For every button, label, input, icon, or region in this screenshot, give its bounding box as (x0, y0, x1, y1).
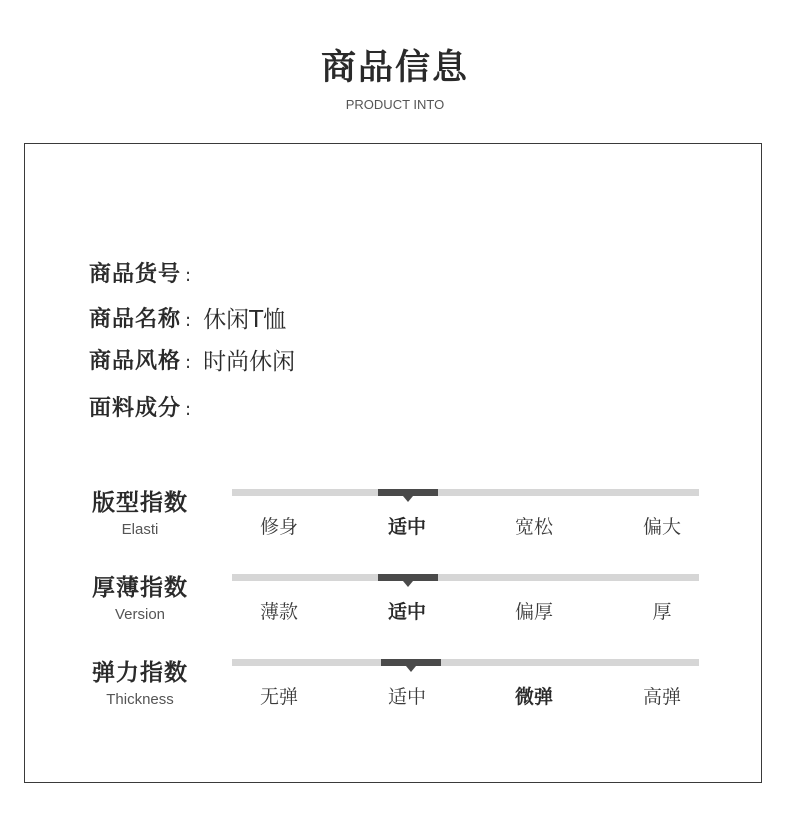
page-header (0, 0, 790, 130)
index-subtitle-thickness: Version (114, 606, 166, 623)
elasticity-option: 无弹 (259, 686, 298, 708)
info-row-item-number (89, 256, 203, 288)
elasticity-option: 适中 (387, 686, 426, 708)
info-value: 休闲T恤 (203, 306, 287, 333)
thickness-option-selected: 适中 (387, 601, 426, 623)
elasticity-option-selected: 微弹 (514, 686, 553, 708)
elasticity-index-marker (381, 659, 441, 666)
thickness-index-track (232, 574, 699, 581)
fit-option: 修身 (259, 516, 298, 538)
fit-index-track (232, 489, 699, 496)
index-subtitle-elasticity: Thickness (106, 691, 174, 708)
page-subtitle: PRODUCT INTO (345, 97, 445, 112)
fit-index-marker (378, 489, 438, 496)
thickness-option: 厚 (652, 601, 672, 623)
info-label: 商品风格 (89, 348, 182, 374)
info-colon: : (185, 309, 192, 331)
fit-option: 偏大 (642, 516, 681, 538)
info-row-fabric (89, 390, 203, 422)
info-value: 时尚休闲 (203, 348, 296, 375)
info-colon: : (185, 398, 192, 420)
elasticity-index-track (232, 659, 699, 666)
thickness-option: 薄款 (259, 601, 298, 623)
page-title: 商品信息 (320, 48, 469, 88)
info-label: 商品货号 (89, 261, 182, 287)
index-subtitle-fit: Elasti (121, 521, 159, 538)
index-title-elasticity: 弹力指数 (92, 660, 188, 686)
info-row-product-name (89, 301, 286, 333)
fit-option: 宽松 (514, 516, 553, 538)
info-label: 面料成分 (89, 395, 182, 421)
info-colon: : (185, 351, 192, 373)
elasticity-option: 高弹 (642, 686, 681, 708)
index-title-fit: 版型指数 (92, 490, 188, 516)
thickness-index-marker (378, 574, 438, 581)
fit-option-selected: 适中 (387, 516, 426, 538)
info-colon: : (185, 264, 192, 286)
info-label: 商品名称 (89, 306, 182, 332)
index-title-thickness: 厚薄指数 (92, 575, 188, 601)
thickness-option: 偏厚 (514, 601, 553, 623)
info-row-product-style (89, 343, 295, 375)
